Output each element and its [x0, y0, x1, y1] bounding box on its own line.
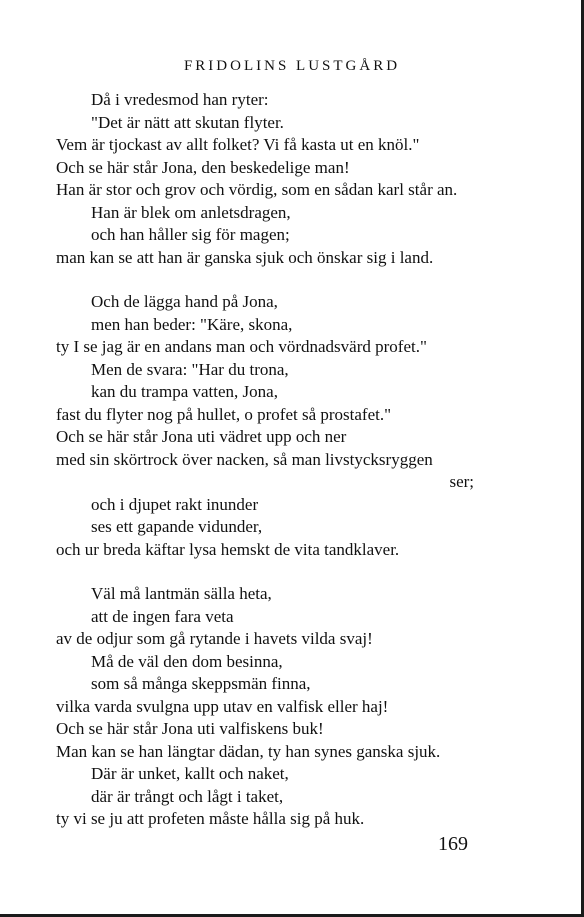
verse-line: Han är stor och grov och vördig, som en sådan karl står an.: [56, 180, 458, 199]
verse-line: Då i vredesmod han ryter:: [91, 90, 269, 109]
verse-line: Och se här står Jona uti vädret upp och ner: [56, 427, 347, 446]
verse-line: Och de lägga hand på Jona,: [91, 292, 278, 311]
verse-line: Vem är tjockast av allt folket? Vi få kasta ut en knöl.": [56, 135, 420, 154]
verse-line: kan du trampa vatten, Jona,: [91, 382, 278, 401]
verse-line: men han beder: "Käre, skona,: [91, 314, 293, 334]
verse-line: ty vi se ju att profeten måste hålla sig på huk.: [56, 809, 365, 828]
stanza-2: [56, 291, 556, 561]
verse-line: vilka varda svulgna upp utav en valfisk eller haj!: [56, 696, 389, 716]
verse-line: Han är blek om anletsdragen,: [91, 202, 291, 222]
verse-line: Där är unket, kallt och naket,: [91, 764, 289, 783]
verse-line: Väl må lantmän sälla heta,: [91, 584, 272, 603]
stanza-1: [56, 89, 556, 269]
verse-line: och han håller sig för magen;: [91, 225, 290, 244]
verse-line-continuation: ser;: [449, 472, 474, 491]
verse-line: där är trångt och lågt i taket,: [91, 786, 284, 806]
verse-line: och i djupet rakt inunder: [91, 494, 259, 514]
verse-line: och ur breda käftar lysa hemskt de vita tandklaver.: [56, 539, 400, 559]
verse-line: Må de väl den dom besinna,: [91, 651, 283, 671]
verse-line: Man kan se han längtar dädan, ty han synes ganska sjuk.: [56, 741, 441, 761]
verse-line: med sin skörtrock över nacken, så man livstycksryggen: [56, 449, 433, 469]
verse-line: fast du flyter nog på hullet, o profet så prostafet.": [56, 404, 392, 424]
poem-body: [56, 89, 556, 853]
stanza-3: [56, 583, 556, 831]
verse-line: ses ett gapande vidunder,: [91, 517, 263, 536]
verse-line: av de odjur som gå rytande i havets vilda svaj!: [56, 629, 373, 648]
verse-line: ty I se jag är en andans man och vördnadsvärd profet.": [56, 337, 427, 356]
verse-line: Och se här står Jona, den beskedelige man!: [56, 157, 350, 177]
verse-line: man kan se att han är ganska sjuk och önskar sig i land.: [56, 247, 434, 267]
verse-line: "Det är nätt att skutan flyter.: [91, 112, 284, 132]
verse-line: Och se här står Jona uti valfiskens buk!: [56, 719, 324, 738]
verse-line: att de ingen fara veta: [91, 606, 234, 626]
verse-line: Men de svara: "Har du trona,: [91, 359, 289, 379]
page-number: 169: [438, 833, 468, 855]
running-title: FRIDOLINS LUSTGÅRD: [183, 58, 401, 74]
verse-line: som så många skeppsmän finna,: [91, 674, 311, 693]
